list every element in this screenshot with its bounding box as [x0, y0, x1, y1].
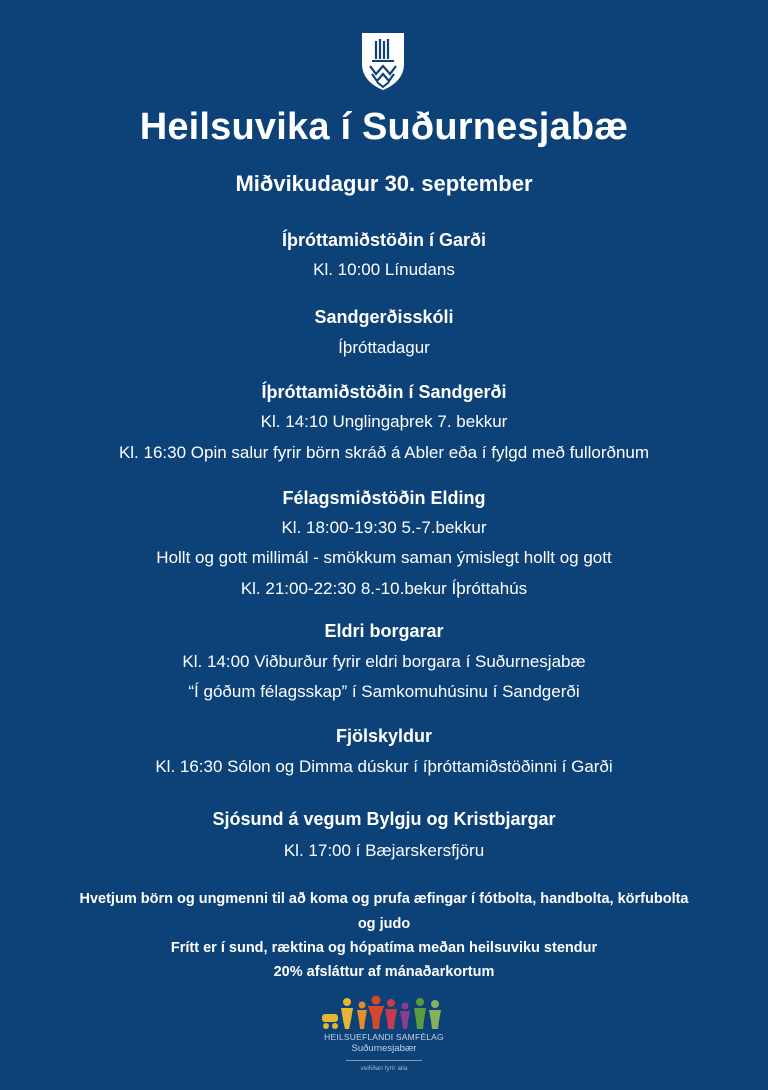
footer-note: Hvetjum börn og ungmenni til að koma og prufa æfingar í fótbolta, handbolta, körfubolta	[79, 891, 689, 907]
section-heading: Sjósund á vegum Bylgju og Kristbjargar	[212, 809, 556, 829]
footer-note: 20% afsláttur af mánaðarkortum	[273, 964, 495, 980]
logo-divider	[346, 1060, 422, 1061]
section-line: Kl. 14:00 Viðburður fyrir eldri borgara í Suðurnesjabæ	[182, 652, 586, 671]
section-line: Kl. 10:00 Línudans	[313, 260, 455, 279]
people-figures-icon	[320, 994, 450, 1032]
logo-name: HEILSUEFLANDI SAMFÉLAG	[324, 1032, 444, 1042]
section-heading: Íþróttamiðstöðin í Sandgerði	[261, 382, 507, 402]
section-line: Hollt og gott millimál - smökkum saman ýmislegt hollt og gott	[156, 548, 612, 567]
section-heading: Félagsmiðstöðin Elding	[282, 488, 486, 508]
event-date: Miðvikudagur 30. september	[235, 171, 533, 196]
logo-slogan: vellíðan fyrir alla	[360, 1065, 408, 1072]
footer-note: Frítt er í sund, ræktina og hópatíma meðan heilsuviku stendur	[170, 940, 598, 956]
section-line: Íþróttadagur	[338, 338, 430, 357]
section-line: Kl. 21:00-22:30 8.-10.bekur Íþróttahús	[240, 579, 528, 598]
section-heading: Sandgerðisskóli	[314, 307, 454, 327]
section-heading: Eldri borgarar	[324, 621, 444, 641]
section-line: Kl. 14:10 Unglingaþrek 7. bekkur	[260, 412, 508, 431]
logo-town: Suðurnesjabær	[351, 1043, 417, 1054]
section-line: Kl. 18:00-19:30 5.-7.bekkur	[281, 518, 487, 537]
page-title: Heilsuvika í Suðurnesjabæ	[139, 106, 629, 148]
section-line: Kl. 16:30 Opin salur fyrir börn skráð á Abler eða í fylgd með fullorðnum	[118, 443, 650, 462]
heilsueflandi-samfelag-logo	[316, 994, 452, 1078]
section-heading: Fjölskyldur	[335, 726, 433, 746]
footer-note: og judo	[357, 916, 411, 932]
suðurnesjabær-crest-icon	[359, 30, 407, 92]
section-heading: Íþróttamiðstöðin í Garði	[281, 230, 486, 250]
section-line: “Í góðum félagsskap” í Samkomuhúsinu í Sandgerði	[188, 682, 580, 701]
section-line: Kl. 17:00 í Bæjarskersfjöru	[283, 841, 485, 860]
section-line: Kl. 16:30 Sólon og Dimma dúskur í íþróttamiðstöðinni í Garði	[155, 757, 613, 776]
